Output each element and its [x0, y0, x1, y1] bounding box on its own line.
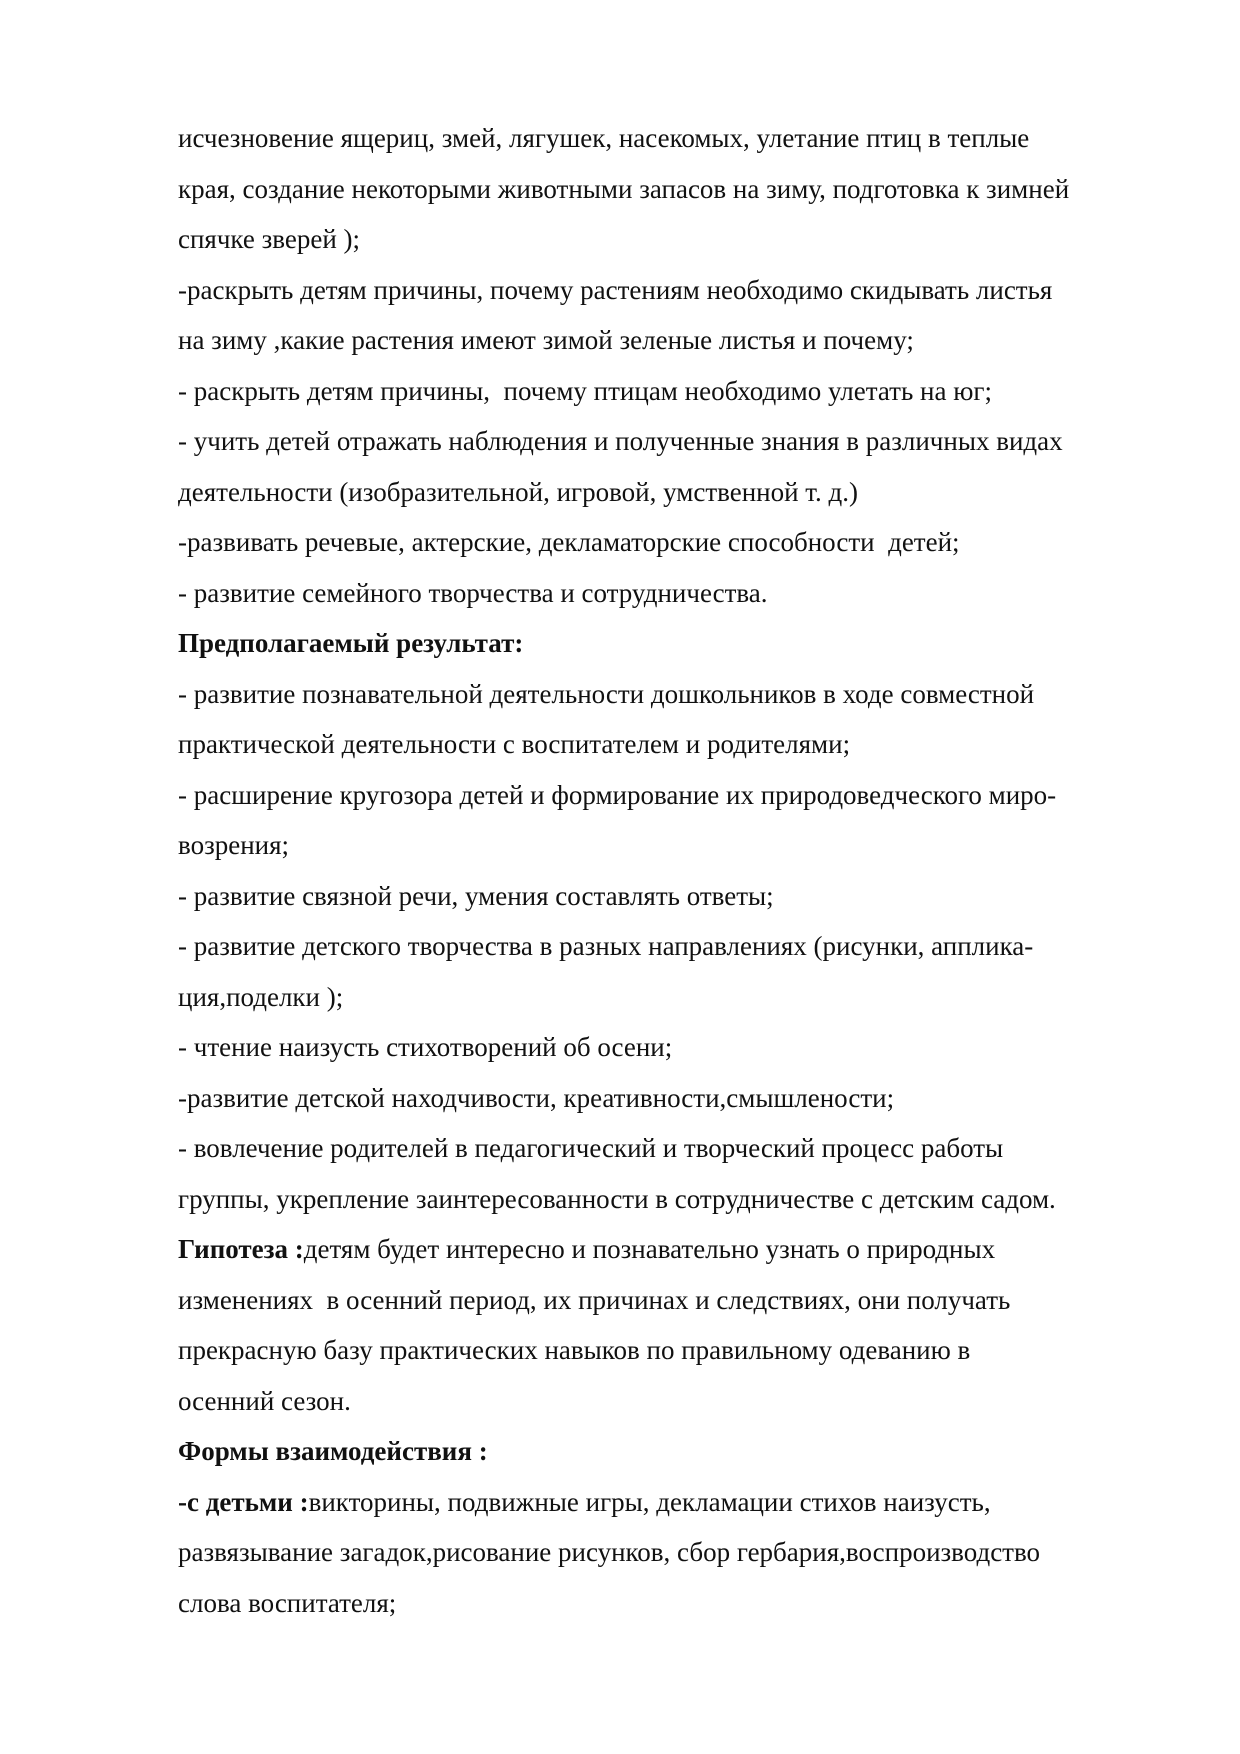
expected-result-list	[178, 669, 1188, 1225]
text-line: - развитие познавательной деятельности дошкольников в ходе совместной	[178, 678, 1035, 709]
text-line: - учить детей отражать наблюдения и полученные знания в различных видах	[178, 426, 1063, 456]
children-label: -с детьми :	[178, 1486, 309, 1517]
children-first-line	[178, 1477, 1188, 1528]
text-line: прекрасную базу практических навыков по правильному одеванию в	[178, 1335, 971, 1365]
children-text: викторины, подвижные игры, декламации стихов наизусть,	[308, 1486, 991, 1517]
expected-result-heading: Предполагаемый результат:	[178, 628, 524, 658]
text-line: - развитие связной речи, умения составлять ответы;	[178, 880, 774, 911]
text-line: деятельности (изобразительной, игровой, умственной т. д.)	[178, 476, 859, 507]
text-line: группы, укрепление заинтересованности в сотрудничестве с детским садом.	[178, 1183, 1056, 1214]
text-line: изменениях в осенний период, их причинах и следствиях, они получать	[178, 1284, 1011, 1315]
text-line: слова воспитателя;	[178, 1587, 397, 1618]
document-body	[178, 113, 1188, 1628]
text-line: - развитие детского творчества в разных направлениях (рисунки, апплика-	[178, 931, 1034, 961]
text-line: - чтение наизусть стихотворений об осени;	[178, 1032, 673, 1062]
text-line: ция,поделки );	[178, 981, 344, 1012]
hypothesis-label: Гипотеза :	[178, 1234, 304, 1264]
hypothesis-section	[178, 1224, 1188, 1426]
text-line: - раскрыть детям причины, почему птицам необходимо улетать на юг;	[178, 375, 992, 406]
text-line: на зиму ,какие растения имеют зимой зеленые листья и почему;	[178, 325, 914, 355]
text-line: -развивать речевые, актерские, декламаторские способности детей;	[178, 527, 960, 557]
text-line: - развитие семейного творчества и сотрудничества.	[178, 577, 768, 608]
goals-list	[178, 113, 1188, 618]
interaction-forms-heading: Формы взаимодействия :	[178, 1436, 488, 1466]
hypothesis-first-line	[178, 1224, 1188, 1275]
text-line: спячке зверей );	[178, 224, 361, 254]
text-line: -раскрыть детям причины, почему растениям необходимо скидывать листья	[178, 274, 1053, 305]
text-line: - расширение кругозора детей и формирование их природоведческого миро-	[178, 779, 1057, 810]
text-line: -развитие детской находчивости, креативности,смышлености;	[178, 1082, 895, 1113]
text-line: практической деятельности с воспитателем и родителями;	[178, 729, 851, 759]
text-line: - вовлечение родителей в педагогический и творческий процесс работы	[178, 1133, 1004, 1163]
text-line: исчезновение ящериц, змей, лягушек, насекомых, улетание птиц в теплые	[178, 123, 1030, 153]
text-line: края, создание некоторыми животными запасов на зиму, подготовка к зимней	[178, 173, 1070, 204]
text-line: развязывание загадок,рисование рисунков, сбор гербария,воспроизводство	[178, 1537, 1041, 1567]
children-forms-section	[178, 1477, 1188, 1629]
text-line: осенний сезон.	[178, 1385, 351, 1416]
hypothesis-text: детям будет интересно и познавательно узнать о природных	[303, 1234, 996, 1264]
text-line: возрения;	[178, 830, 290, 860]
